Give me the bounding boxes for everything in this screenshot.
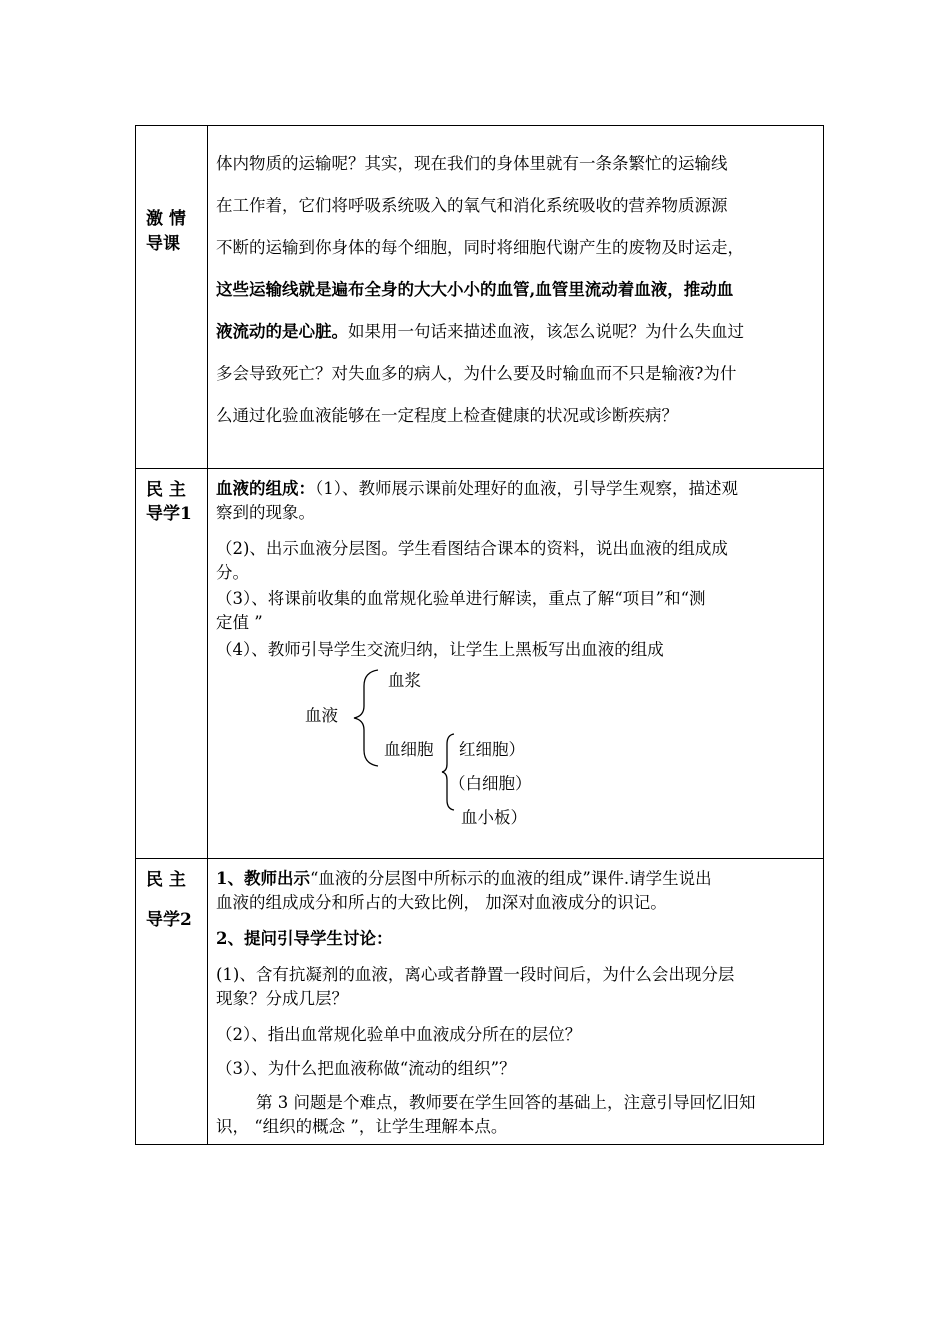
text-line: 不断的运输到你身体的每个细胞，同时将细胞代谢产生的废物及时运走， xyxy=(216,238,744,257)
text-line: 血液的组成成分和所占的大致比例， 加深对血液成分的识记。 xyxy=(216,893,667,912)
text-line: 么通过化验血液能够在一定程度上检查健康的状况或诊断疾病？ xyxy=(216,406,678,425)
text-line: （2)、出示血液分层图。学生看图结合课本的资料，说出血液的组成成 xyxy=(216,539,728,558)
section-heading: 血液的组成： xyxy=(216,479,315,498)
text-line xyxy=(216,865,712,889)
diagram-root: 血液 xyxy=(305,706,338,725)
row-label-line: 民 主 xyxy=(146,480,186,500)
text-line: 识， “组织的概念 ”，让学生理解本点。 xyxy=(216,1117,508,1136)
text: “血液的分层图中所标示的血液的组成”课件.请学生说出 xyxy=(309,869,712,888)
text-line: 察到的现象。 xyxy=(216,503,315,522)
text-line: （2）、指出血常规化验单中血液成分所在的层位？ xyxy=(216,1025,582,1044)
row-label-study-2 xyxy=(136,859,208,1144)
diagram-platelet: 血小板） xyxy=(461,808,527,827)
row-label-intro xyxy=(136,126,208,468)
diagram-rbc: 红细胞） xyxy=(459,740,525,759)
table-row-study-2 xyxy=(136,859,823,1144)
text-line: 现象？分成几层？ xyxy=(216,989,348,1008)
row-label-study-1 xyxy=(136,469,208,858)
text-line xyxy=(216,475,738,499)
diagram-plasma: 血浆 xyxy=(388,671,421,690)
text: 如果用一句话来描述血液，该怎么说呢？为什么失血过 xyxy=(348,322,744,341)
text-line xyxy=(216,318,744,342)
table-row-study-1 xyxy=(136,469,823,859)
text-bold: 液流动的是心脏。 xyxy=(216,322,348,341)
text: （1）、教师展示课前处理好的血液，引导学生观察，描述观 xyxy=(315,479,738,498)
text-line: 体内物质的运输呢？其实，现在我们的身体里就有一条条繁忙的运输线 xyxy=(216,154,728,173)
text-line: （3）、为什么把血液称做“流动的组织”？ xyxy=(216,1059,516,1078)
blood-composition-diagram xyxy=(216,664,616,864)
text-line: 第 3 问题是个难点，教师要在学生回答的基础上，注意引导回忆旧知 xyxy=(256,1093,756,1112)
lesson-table xyxy=(135,125,824,1145)
table-row-intro xyxy=(136,126,823,469)
text-line: (1)、含有抗凝剂的血液，离心或者静置一段时间后，为什么会出现分层 xyxy=(216,965,735,984)
row-label-line: 导学2 xyxy=(146,910,192,930)
text-line: 在工作着，它们将呼吸系统吸入的氧气和消化系统吸收的营养物质源源 xyxy=(216,196,728,215)
item-1-lead: 1、教师出示 xyxy=(216,869,310,888)
row-label-line: 民 主 xyxy=(146,870,186,890)
item-2-heading: 2、提问引导学生讨论： xyxy=(216,929,393,948)
row-label-line: 激 情 xyxy=(146,209,186,229)
text-line: （4）、教师引导学生交流归纳，让学生上黑板写出血液的组成 xyxy=(216,640,664,659)
text-line-bold: 这些运输线就是遍布全身的大大小小的血管,血管里流动着血液，推动血 xyxy=(216,280,734,299)
text-line: 多会导致死亡？对失血多的病人，为什么要及时输血而不只是输液?为什 xyxy=(216,364,737,383)
row-label-line: 导课 xyxy=(146,234,180,254)
text-line: 定值 ” xyxy=(216,613,263,632)
text-line: （3）、将课前收集的血常规化验单进行解读，重点了解“项目”和“测 xyxy=(216,589,706,608)
diagram-cells: 血细胞 xyxy=(384,740,434,759)
text-line: 分。 xyxy=(216,563,249,582)
diagram-wbc: （白细胞） xyxy=(449,774,532,793)
row-label-line: 导学1 xyxy=(146,504,192,524)
